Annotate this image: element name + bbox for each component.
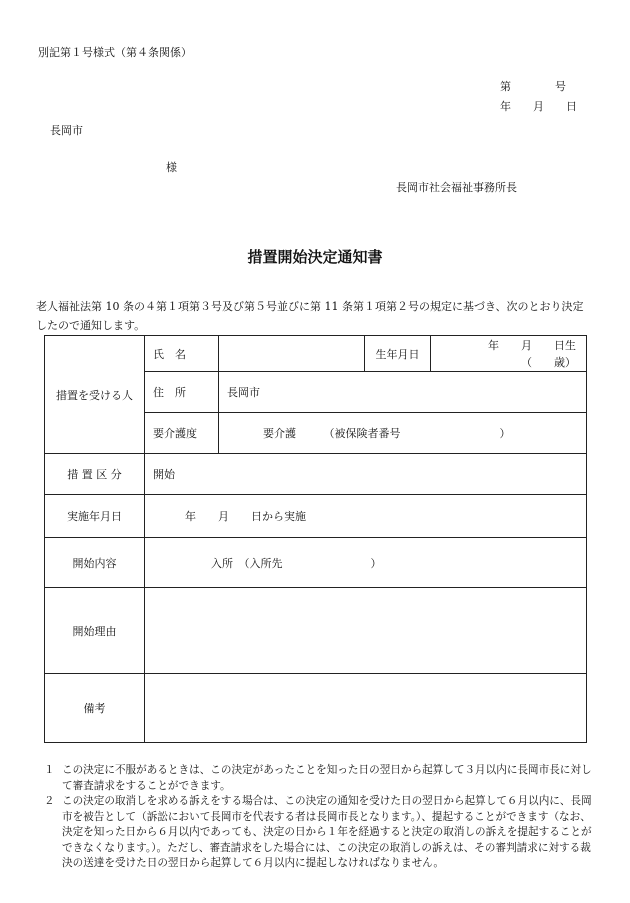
addressee-honorific: 様: [166, 161, 177, 174]
birth-label: 生年月日: [365, 336, 431, 372]
age-line: （ 歳）: [521, 355, 576, 369]
name-value[interactable]: [219, 336, 365, 372]
note-text: この決定の取消しを求める訴えをする場合は、この決定の通知を受けた日の翌日から起算して６月以内に、長岡市を被告として（訴訟において長岡市を代表する者は長岡市長となります。）、提起することができます（なお、決定を知った日から６月以内であっても、決定の日から１年を経過すると決定の取消しの訴えを提起することができなくなります。）。ただし、審査請求をした場合には、この決定の取消しの訴えは、その審判請求に対する裁決の送達を受けた日の翌日から起算して６月以内に提起しなければなりません。: [62, 795, 592, 869]
reason-label: 開始理由: [45, 588, 145, 674]
address-label: 住 所: [145, 372, 219, 413]
addressee-city: 長岡市: [50, 124, 83, 137]
content-value[interactable]: 入所 （入所先 ）: [145, 538, 587, 588]
person-group-label: 措置を受ける人: [45, 336, 145, 454]
remarks-value[interactable]: [145, 674, 587, 743]
reason-value[interactable]: [145, 588, 587, 674]
notes: [44, 763, 592, 872]
implementation-date-value[interactable]: 年 月 日から実施: [145, 495, 587, 538]
document-title: 措置開始決定通知書: [247, 248, 383, 266]
address-value[interactable]: 長岡市: [219, 372, 587, 413]
document-number: 第 号: [500, 80, 566, 93]
category-value[interactable]: 開始: [145, 454, 587, 495]
document-date: 年 月 日: [500, 100, 577, 113]
birth-value[interactable]: [431, 336, 587, 372]
issuer-name: 長岡市社会福祉事務所長: [396, 181, 517, 194]
note-number: ２: [44, 795, 55, 807]
content-label: 開始内容: [45, 538, 145, 588]
body-text: 老人福祉法第 10 条の４第１項第３号及び第５号並びに第 11 条第１項第２号の規定に基づき、次のとおり決定したので通知します。: [36, 300, 584, 332]
decision-table: [44, 335, 587, 743]
care-level-value[interactable]: 要介護 （被保険者番号 ）: [219, 413, 587, 454]
remarks-label: 備考: [45, 674, 145, 743]
implementation-date-label: 実施年月日: [45, 495, 145, 538]
category-label: 措 置 区 分: [45, 454, 145, 495]
birth-date-line: 年 月 日生: [488, 338, 576, 352]
note-number: １: [44, 764, 55, 776]
note-item: [44, 763, 592, 794]
care-level-label: 要介護度: [145, 413, 219, 454]
form-label: 別記第１号様式（第４条関係）: [38, 46, 192, 59]
note-text: この決定に不服があるときは、この決定があったことを知った日の翌日から起算して３月以内に長岡市長に対して審査請求をすることができます。: [62, 764, 592, 792]
note-item: [44, 794, 592, 872]
name-label: 氏 名: [145, 336, 219, 372]
